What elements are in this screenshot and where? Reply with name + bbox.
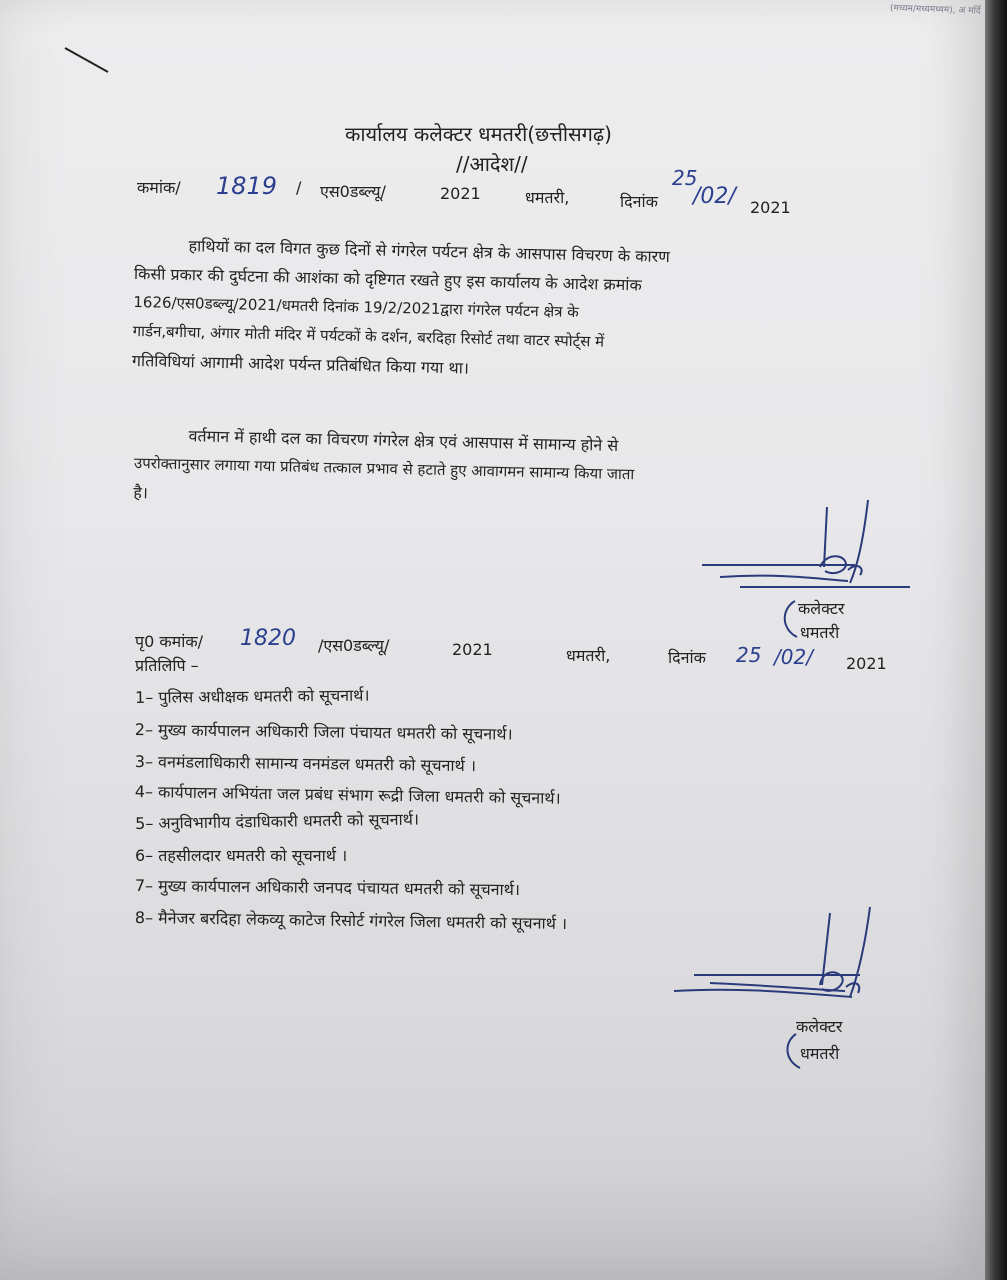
signature-1-designation: कलेक्टर xyxy=(798,599,845,618)
copy-list-item: 7– मुख्य कार्यपालन अधिकारी जनपद पंचायत धमतरी को सूचनार्थ। xyxy=(134,875,521,900)
endorsement-ref-date-month: /02/ xyxy=(774,645,813,669)
para1-line: 1626/एस0डब्ल्यू/2021/धमतरी दिनांक 19/2/2021द्वारा गंगरेल पर्यटन क्षेत्र के xyxy=(133,292,579,322)
collector-signature-2 xyxy=(670,905,890,1015)
endorsement-ref-prefix: पृ0 कमांक/ xyxy=(135,632,204,651)
copy-list-item: 1– पुलिस अधीक्षक धमतरी को सूचनार्थ। xyxy=(135,685,370,707)
signature-1-flourish xyxy=(777,595,807,645)
order-ref-sep: / xyxy=(296,178,302,197)
endorsement-ref-date-day: 25 xyxy=(736,643,762,667)
order-ref-code: एस0डब्ल्यू/ xyxy=(320,182,386,201)
order-ref-number: 1819 xyxy=(216,172,278,200)
copy-list-item: 6– तहसीलदार धमतरी को सूचनार्थ । xyxy=(135,846,348,865)
endorsement-ref-number: 1820 xyxy=(240,626,296,651)
copy-list-item: 8– मैनेजर बरदिहा लेकव्यू काटेज रिसोर्ट गंगरेल जिला धमतरी को सूचनार्थ । xyxy=(134,907,568,934)
order-ref-prefix: कमांक/ xyxy=(137,178,181,197)
copy-label: प्रतिलिपि – xyxy=(135,656,199,675)
endorsement-ref-date-label: दिनांक xyxy=(668,648,706,667)
corner-scrawl: (मध्यम/मध्यमध्यम), अ मर्दि xyxy=(890,3,982,17)
signature-2-place: धमतरी xyxy=(800,1044,840,1063)
order-ref-year: 2021 xyxy=(440,184,481,203)
background-edge xyxy=(985,0,1007,1280)
copy-list-item: 5– अनुविभागीय दंडाधिकारी धमतरी को सूचनार्थ। xyxy=(135,809,420,833)
endorsement-ref-code: /एस0डब्ल्यू/ xyxy=(318,636,390,655)
office-title: कार्यालय कलेक्टर धमतरी(छत्तीसगढ़) xyxy=(345,122,612,146)
order-paragraph-1 xyxy=(132,230,890,392)
signature-1-place: धमतरी xyxy=(800,623,840,642)
signature-2-flourish xyxy=(780,1030,810,1075)
para1-line: गतिविधियां आगामी आदेश पर्यन्त प्रतिबंधित किया गया था। xyxy=(131,350,470,378)
copy-list-item: 2– मुख्य कार्यपालन अधिकारी जिला पंचायत धमतरी को सूचनार्थ। xyxy=(134,719,513,744)
para2-line: उपरोक्तानुसार लगाया गया प्रतिबंध तत्काल प्रभाव से हटाते हुए आवागमन सामान्य किया जाता xyxy=(133,453,635,484)
para2-line: है। xyxy=(133,482,149,503)
endorsement-ref-date-year: 2021 xyxy=(846,654,887,673)
para1-line: किसी प्रकार की दुर्घटना की आशंका को दृष्टिगत रखते हुए इस कार्यालय के आदेश क्रमांक xyxy=(133,263,642,295)
order-ref-place: धमतरी, xyxy=(525,188,570,207)
para1-line: गार्डन,बगीचा, अंगार मोती मंदिर में पर्यटकों के दर्शन, बरदिहा रिसोर्ट तथा वाटर स्पोर्ट्स में xyxy=(132,321,605,351)
endorsement-ref-place: धमतरी, xyxy=(566,646,611,665)
order-ref-date-year: 2021 xyxy=(750,198,791,217)
order-ref-date-month: /02/ xyxy=(693,184,736,209)
para1-line: हाथियों का दल विगत कुछ दिनों से गंगरेल पर्यटन क्षेत्र के आसपास विचरण के कारण xyxy=(188,236,670,267)
order-ref-date-label: दिनांक xyxy=(620,192,658,211)
pen-stroke-mark xyxy=(60,40,120,80)
copy-list-item: 3– वनमंडलाधिकारी सामान्य वनमंडल धमतरी को सूचनार्थ । xyxy=(134,751,477,776)
order-label: //आदेश// xyxy=(456,152,528,176)
para2-line: वर्तमान में हाथी दल का विचरण गंगरेल क्षेत्र एवं आसपास में सामान्य होने से xyxy=(188,426,619,455)
signature-2-designation: कलेक्टर xyxy=(796,1017,843,1036)
collector-signature-1 xyxy=(700,495,920,600)
endorsement-ref-year: 2021 xyxy=(452,640,493,659)
order-ref-date-day: 25 xyxy=(672,166,698,190)
copy-list-item: 4– कार्यपालन अभियंता जल प्रबंध संभाग रूद्री जिला धमतरी को सूचनार्थ। xyxy=(134,781,561,808)
